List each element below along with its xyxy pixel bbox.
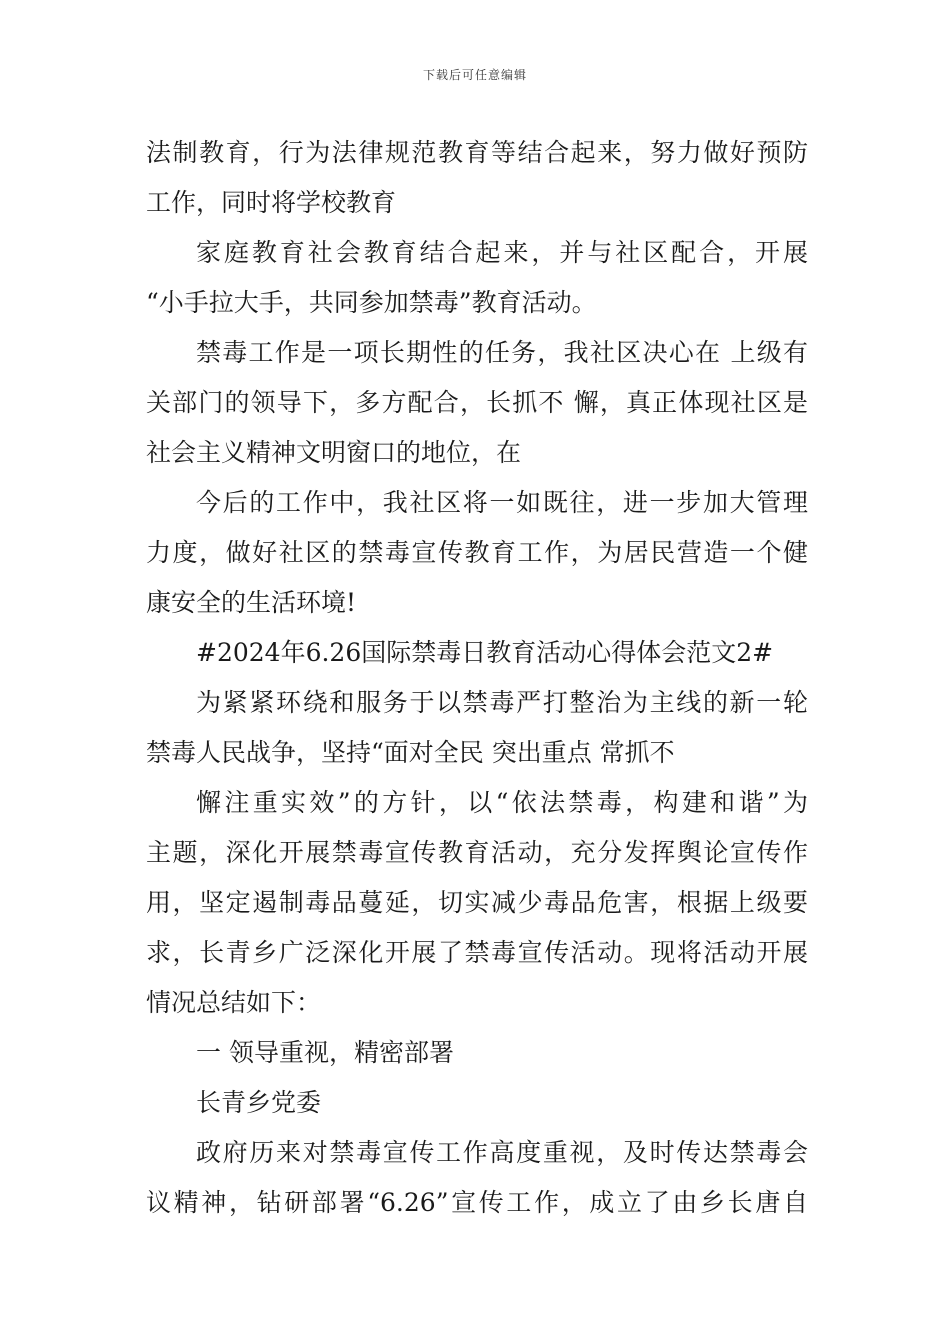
text-line: 主题，深化开展禁毒宣传教育活动，充分发挥舆论宣传作 (146, 838, 808, 867)
text-line: 力度，做好社区的禁毒宣传教育工作，为居民营造一个健 (146, 538, 808, 567)
page-header: 下载后可任意编辑 (422, 68, 527, 82)
text-line: 懈注重实效”的方针，以“依法禁毒，构建和谐”为 (196, 788, 808, 817)
text-line: 关部门的领导下，多方配合，长抓不 懈，真正体现社区是 (146, 388, 808, 417)
text-line: 法制教育，行为法律规范教育等结合起来，努力做好预防 (146, 138, 808, 167)
document-body (146, 128, 808, 1228)
section-heading: #2024年6.26国际禁毒日教育活动心得体会范文2# (196, 638, 774, 667)
text-line: 政府历来对禁毒宣传工作高度重视，及时传达禁毒会 (196, 1138, 808, 1167)
text-line: 为紧紧环绕和服务于以禁毒严打整治为主线的新一轮 (196, 688, 808, 717)
text-line: 求，长青乡广泛深化开展了禁毒宣传活动。现将活动开展 (146, 938, 808, 967)
text-line: 工作，同时将学校教育 (146, 188, 397, 217)
text-line: 用，坚定遏制毒品蔓延，切实减少毒品危害，根据上级要 (146, 888, 808, 917)
text-line: 禁毒工作是一项长期性的任务，我社区决心在 上级有 (196, 338, 808, 367)
text-line: 情况总结如下： (146, 988, 322, 1017)
text-line: 社会主义精神文明窗口的地位，在 (146, 438, 522, 467)
text-line: 今后的工作中，我社区将一如既往，进一步加大管理 (196, 488, 808, 517)
text-line: 康安全的生活环境! (146, 588, 357, 617)
text-line: “小手拉大手，共同参加禁毒”教育活动。 (146, 288, 597, 317)
text-line: 议精神，钻研部署“6.26”宣传工作，成立了由乡长唐自 (146, 1188, 808, 1217)
text-line: 禁毒人民战争，坚持“面对全民 突出重点 常抓不 (146, 738, 675, 767)
text-line: 长青乡党委 (196, 1088, 322, 1117)
list-heading: 一 领导重视，精密部署 (196, 1038, 454, 1067)
text-line: 家庭教育社会教育结合起来，并与社区配合，开展 (196, 238, 808, 267)
